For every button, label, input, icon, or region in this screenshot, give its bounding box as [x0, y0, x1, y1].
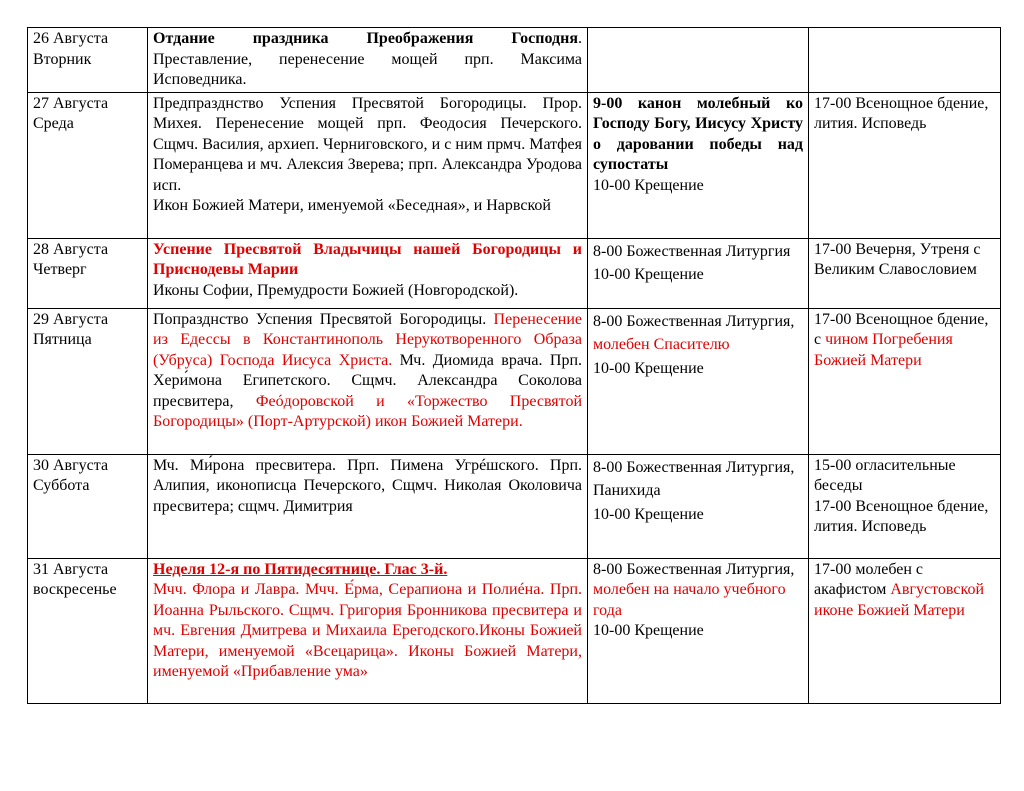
evening-cell: [809, 454, 1001, 558]
feast-title: Неделя 12-я по Пятидесятнице. Глас 3-й.: [153, 560, 448, 578]
feast-translation: Перенесение из Едессы в Константинополь Нерукотворенного Образа (Убруса) Господа Иисуса Христа.: [153, 310, 582, 369]
saints-text: Попразднство Успения Пресвятой Богородицы.: [153, 310, 487, 328]
morning-cell: [588, 308, 809, 454]
table-row: [28, 92, 1001, 238]
date-cell: [28, 28, 148, 93]
weekday: Вторник: [33, 50, 92, 68]
evening-cell: [809, 308, 1001, 454]
table-row: [28, 28, 1001, 93]
table-row: [28, 308, 1001, 454]
table-row: [28, 238, 1001, 308]
service-akathist: 17-00 молебен с акафистом: [814, 560, 924, 598]
weekday: Среда: [33, 115, 74, 132]
service-burial: чином Погребения Божией Матери: [814, 331, 953, 369]
saints-cell: [148, 454, 588, 558]
date: 27 Августа: [33, 94, 109, 112]
weekday: Суббота: [33, 477, 90, 494]
morning-cell: [588, 558, 809, 703]
icons-text: Икон Божией Матери, именуемой «Беседная», и Нарвской: [153, 197, 551, 214]
saints-cell: [148, 308, 588, 454]
saints-text: Мч. Диомида врача. Прп. Хери́мона Египетского. Сщмч. Александра Соколова пресвитера,: [153, 351, 583, 410]
weekday: Четверг: [33, 261, 87, 278]
date: 30 Августа: [33, 456, 109, 474]
saints-text: . Преставление, перенесение мощей прп. Максима Исповедника.: [153, 30, 582, 88]
icons-text: Иконы Софии, Премудрости Божией (Новгородской).: [153, 281, 519, 299]
weekday: воскресенье: [33, 581, 117, 598]
service-baptism: 10-00 Крещение: [593, 266, 704, 283]
service-liturgy: 8-00 Божественная Литургия, Панихида: [593, 458, 795, 499]
evening-cell: [809, 558, 1001, 703]
saints-cell: [148, 558, 588, 703]
service-baptism: 10-00 Крещение: [593, 359, 704, 377]
date-cell: [28, 308, 148, 454]
evening-cell: [809, 28, 1001, 93]
service-talks: 15-00 огласительные беседы: [814, 456, 956, 494]
service-vigil: 17-00 Всенощное бдение, лития. Исповедь: [814, 94, 989, 132]
date-cell: [28, 558, 148, 703]
table-row: [28, 558, 1001, 703]
service-baptism: 10-00 Крещение: [593, 176, 704, 194]
saints-cell: [148, 92, 588, 238]
saints-text: Мч. Ми́рона пресвитера. Прп. Пимена Угрéшского. Прп. Алипия, иконописца Печерского, Сщмч. Николая Околовича пресвитера; сщмч. Димитрия: [153, 456, 582, 515]
service-liturgy: 8-00 Божественная Литургия,: [593, 312, 795, 330]
evening-cell: [809, 92, 1001, 238]
saints-cell: [148, 238, 588, 308]
morning-cell: [588, 454, 809, 558]
date: 31 Августа: [33, 560, 109, 578]
weekday: Пятница: [33, 331, 92, 348]
morning-cell: [588, 28, 809, 93]
service-moleben: 9-00 канон молебный ко Господу Богу, Иисусу Христу о даровании победы над супостаты: [593, 94, 803, 173]
date-cell: [28, 454, 148, 558]
service-vigil: 17-00 Всенощное бдение, с: [814, 310, 989, 348]
morning-cell: [588, 238, 809, 308]
date-cell: [28, 92, 148, 238]
morning-cell: [588, 92, 809, 238]
service-vespers: 17-00 Вечерня, Утреня с Великим Славословием: [814, 240, 981, 278]
date-cell: [28, 238, 148, 308]
evening-cell: [809, 238, 1001, 308]
saints-cell: [148, 28, 588, 93]
service-baptism: 10-00 Крещение: [593, 622, 704, 639]
icons-text: Феóдоровской и «Торжество Пресвятой Богородицы» (Порт-Артурской) икон Божией Матери.: [153, 392, 583, 430]
saints-text: Предпразднство Успения Пресвятой Богородицы. Прор. Михея. Перенесение мощей прп. Феодосия Печерского. Сщмч. Василия, архиеп. Черниговского, и с ним прмч. Матфея Померанцева и мч. Алексия Зверева; прп. Александра Уродова исп.: [153, 94, 582, 194]
date: 29 Августа: [33, 310, 109, 328]
service-liturgy: 8-00 Божественная Литургия,: [593, 560, 795, 578]
saints-text: Мчч. Флора и Лавра. Мчч. Е́рма, Серапиона и Полиéна. Прп. Иоанна Рыльского. Сщмч. Григория Бронникова пресвитера и мч. Евгения Дмитрева и Михаила Ерегодского.Иконы Божией Матери, именуемой «Всецарица». Иконы Божией Матери, именуемой «Прибавление ума»: [153, 581, 582, 680]
service-baptism: 10-00 Крещение: [593, 505, 704, 523]
service-liturgy: 8-00 Божественная Литургия: [593, 242, 791, 260]
service-moleben: молебен на начало учебного года: [593, 581, 786, 619]
feast-title: Успение Пресвятой Владычицы нашей Богородицы и Приснодевы Марии: [153, 240, 582, 278]
service-moleben: молебен Спасителю: [593, 336, 730, 353]
service-icon: Августовской иконе Божией Матери: [814, 581, 985, 619]
feast-title: Отдание праздника Преображения Господня: [153, 30, 578, 47]
date: 28 Августа: [33, 240, 109, 258]
table-row: [28, 454, 1001, 558]
schedule-table: [27, 27, 1001, 704]
date: 26 Августа: [33, 30, 109, 47]
service-vigil: 17-00 Всенощное бдение, лития. Исповедь: [814, 497, 989, 535]
